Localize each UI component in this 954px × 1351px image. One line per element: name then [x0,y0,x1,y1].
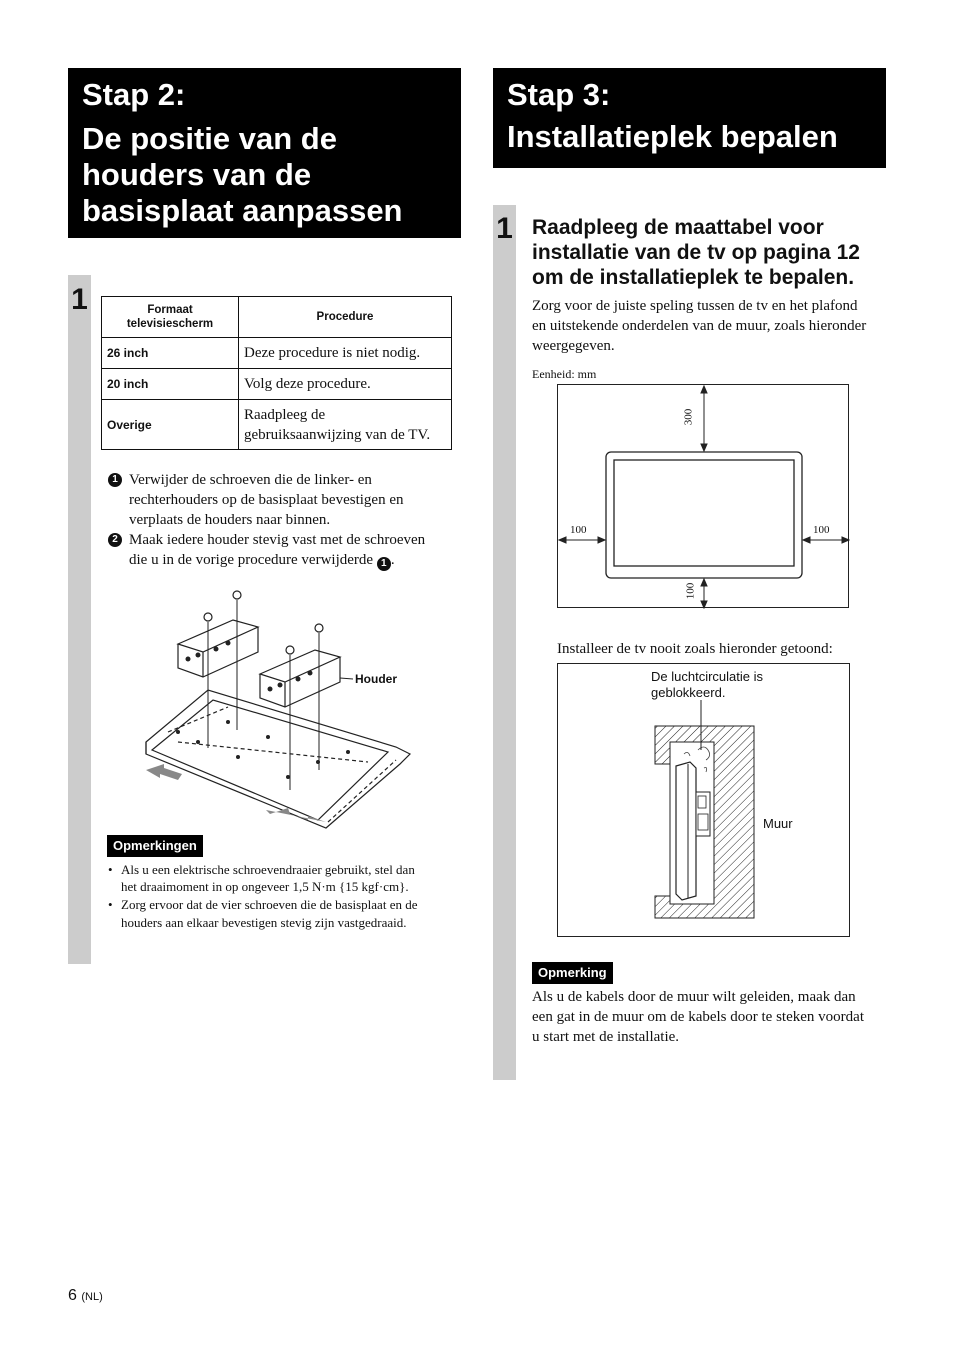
table-row [102,338,452,369]
step-ref-bullet: 1 [377,557,391,571]
table-header-procedure: Procedure [239,297,452,338]
table-header-size: Formaat televisiescherm [102,297,239,338]
procedure-text-period: . [390,552,395,568]
table-cell-procedure: Volg deze procedure. [239,369,452,400]
step-heading: om de installatieplek te bepalen. [532,266,855,289]
table-row [102,400,452,450]
wall-label: Muur [763,816,793,831]
notes-title-badge: Opmerkingen [107,835,203,857]
unit-label: Eenheid: mm [532,367,597,381]
procedure-text [129,550,395,570]
step-sidebar-right [493,205,516,1080]
step-bullet-2: 2 [108,533,122,547]
warning-text: Installeer de tv nooit zoals hieronder getoond: [557,641,833,657]
note-bullet: • [108,862,113,877]
note-text: Als u een elektrische schroevendraaier gebruikt, stel dan [121,862,415,877]
base-plate-bracket-illustration [138,582,418,832]
step-number: 1 [496,212,513,245]
bracket-label: Houder [355,672,397,686]
clearance-diagram [557,384,849,608]
recessed-wall-drawing [558,664,851,938]
table-cell-size: Overige [102,400,239,450]
header-title-line: Installatieplek bepalen [507,119,838,154]
table-cell-size: 20 inch [102,369,239,400]
header-title-line: basisplaat aanpassen [82,193,403,228]
blocked-airflow-label: De luchtcirculatie is [651,669,763,684]
header-step-label: Stap 3: [507,77,611,112]
procedure-text-fragment: die u in de vorige procedure verwijderde [129,552,374,568]
blocked-airflow-label: geblokkeerd. [651,685,726,700]
table-row [102,369,452,400]
step-bullet-1: 1 [108,473,122,487]
procedure-text: Verwijder de schroeven die de linker- en [129,472,372,488]
note-text: u start met de installatie. [532,1029,680,1045]
step-sidebar-left [68,275,91,964]
body-text: Zorg voor de juiste speling tussen de tv en het plafond [532,298,858,314]
clearance-top-value: 300 [682,408,695,426]
procedure-text: rechterhouders op de basisplaat bevestigen en [129,492,404,508]
table-header-row [102,297,452,338]
wrong-installation-diagram [557,663,850,937]
language-code: (NL) [81,1291,103,1303]
clearance-bottom-value: 100 [684,582,697,600]
table-cell-size: 26 inch [102,338,239,369]
section-header-stap-2 [68,68,461,238]
note-text: het draaimoment in op ongeveer 1,5 N·m {15 kgf·cm}. [121,879,409,894]
table-cell-procedure: Raadpleeg de gebruiksaanwijzing van de TV. [239,400,452,450]
step-heading: Raadpleeg de maattabel voor [532,216,824,239]
procedure-text: Maak iedere houder stevig vast met de schroeven [129,532,426,548]
header-title-line: De positie van de [82,121,337,156]
page-number-value: 6 [68,1287,77,1304]
clearance-right-value: 100 [813,524,830,536]
note-title-badge: Opmerking [532,962,613,984]
screen-size-table [101,296,452,450]
procedure-text: verplaats de houders naar binnen. [129,512,331,528]
note-text: Als u de kabels door de muur wilt geleiden, maak dan [532,989,856,1005]
section-header-stap-3 [493,68,886,168]
body-text: en uitstekende onderdelen van de muur, zoals hieronder [532,318,867,334]
body-text: weergegeven. [532,338,615,354]
note-text: een gat in de muur om de kabels door te steken voordat [532,1009,864,1025]
tv-clearance-drawing [558,385,850,609]
table-cell-procedure: Deze procedure is niet nodig. [239,338,452,369]
step-heading: installatie van de tv op pagina 12 [532,241,860,264]
note-text: houders aan elkaar bevestigen stevig zijn vastgedraaid. [121,915,407,930]
note-bullet: • [108,897,113,912]
note-text: Zorg ervoor dat de vier schroeven die de basisplaat en de [121,897,418,912]
clearance-left-value: 100 [570,524,587,536]
page-number [68,1287,103,1305]
step-number: 1 [71,283,88,316]
header-step-label: Stap 2: [82,77,186,112]
header-title-line: houders van de [82,157,312,192]
